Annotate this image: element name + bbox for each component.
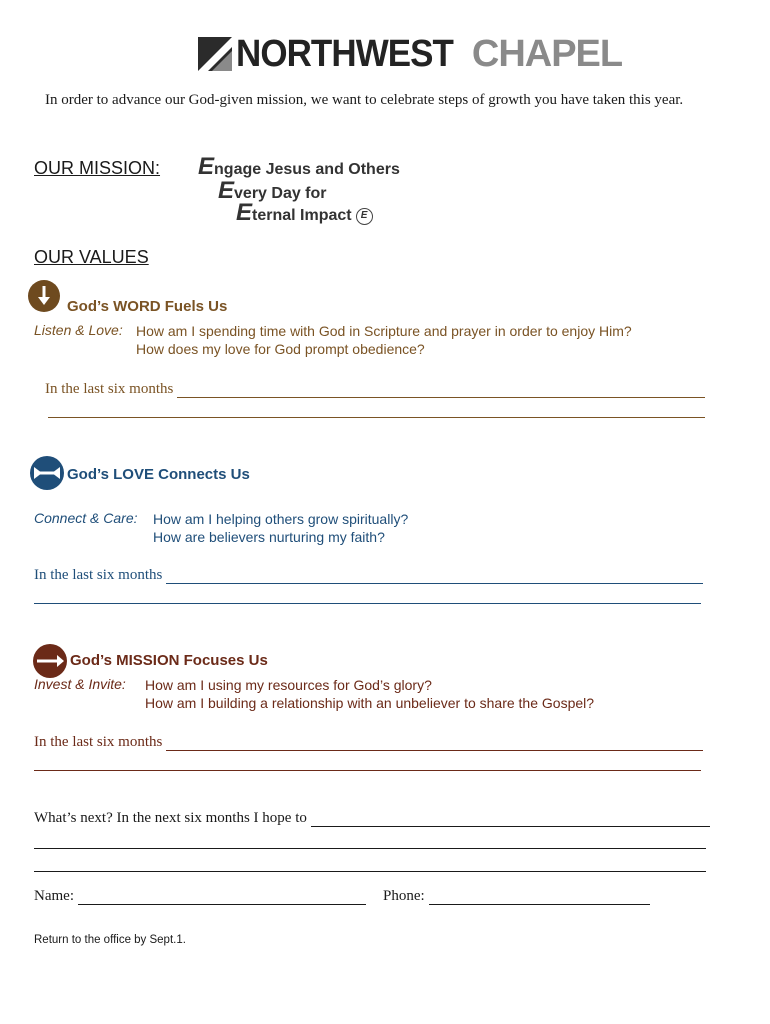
logo-word-northwest: NORTHWEST: [236, 32, 454, 75]
mission-heading: OUR MISSION:: [34, 158, 161, 178]
value-question-love-2: How are believers nurturing my faith?: [153, 529, 385, 545]
word-response-row: [45, 381, 705, 398]
intro-text: In order to advance our God-given mission, we want to celebrate steps of growth you have taken this year.: [45, 92, 684, 108]
logo-mark-icon: [198, 37, 232, 71]
values-heading: OUR VALUES: [34, 247, 149, 267]
love-response-line[interactable]: [166, 569, 703, 584]
mission-response-line-2[interactable]: [34, 770, 701, 771]
mission-response-line[interactable]: [166, 736, 703, 751]
value-title-love: God’s LOVE Connects Us: [67, 466, 250, 483]
value-question-word-2: How does my love for God prompt obedience?: [136, 341, 425, 357]
name-field[interactable]: [78, 890, 366, 905]
value-question-mission-2: How am I building a relationship with an unbeliever to share the Gospel?: [145, 695, 595, 711]
northwest-chapel-logo: [198, 34, 622, 74]
next-response-line-3[interactable]: [34, 871, 706, 872]
value-label-mission: Invest & Invite:: [34, 676, 126, 692]
value-title-mission: God’s MISSION Focuses Us: [70, 652, 268, 669]
next-response-line[interactable]: [311, 812, 710, 827]
value-label-love: Connect & Care:: [34, 510, 138, 526]
name-label: Name:: [34, 888, 74, 904]
mission-response-prompt: In the last six months: [34, 734, 163, 750]
word-response-line-2[interactable]: [48, 417, 705, 418]
love-response-prompt: In the last six months: [34, 567, 163, 583]
phone-field-row: [383, 888, 650, 905]
phone-field[interactable]: [429, 890, 650, 905]
logo-word-chapel: CHAPEL: [471, 32, 623, 75]
love-connect-arrows-icon: [30, 456, 64, 490]
value-question-mission-1: How am I using my resources for God’s glory?: [145, 677, 432, 693]
mission-line-1: Engage Jesus and Others: [198, 153, 400, 180]
e3-badge-icon: E: [356, 208, 373, 225]
next-response-row: [34, 810, 710, 827]
return-note: Return to the office by Sept.1.: [34, 934, 186, 946]
value-question-word-1: How am I spending time with God in Scripture and prayer in order to enjoy Him?: [136, 323, 632, 339]
word-response-line[interactable]: [177, 383, 705, 398]
value-question-love-1: How am I helping others grow spiritually?: [153, 511, 409, 527]
mission-line-3: Eternal Impact E: [236, 202, 373, 227]
word-arrow-down-icon: [28, 280, 60, 312]
love-response-row: [34, 567, 703, 584]
mission-arrow-right-icon: [33, 644, 67, 678]
name-field-row: [34, 888, 366, 905]
phone-label: Phone:: [383, 888, 425, 904]
value-title-word: God’s WORD Fuels Us: [67, 298, 228, 315]
next-response-line-2[interactable]: [34, 848, 706, 849]
mission-line-2: Every Day for: [218, 177, 327, 204]
value-label-word: Listen & Love:: [34, 322, 123, 338]
love-response-line-2[interactable]: [34, 603, 701, 604]
word-response-prompt: In the last six months: [45, 381, 174, 397]
next-response-prompt: What’s next? In the next six months I hope to: [34, 810, 307, 826]
mission-response-row: [34, 734, 703, 751]
